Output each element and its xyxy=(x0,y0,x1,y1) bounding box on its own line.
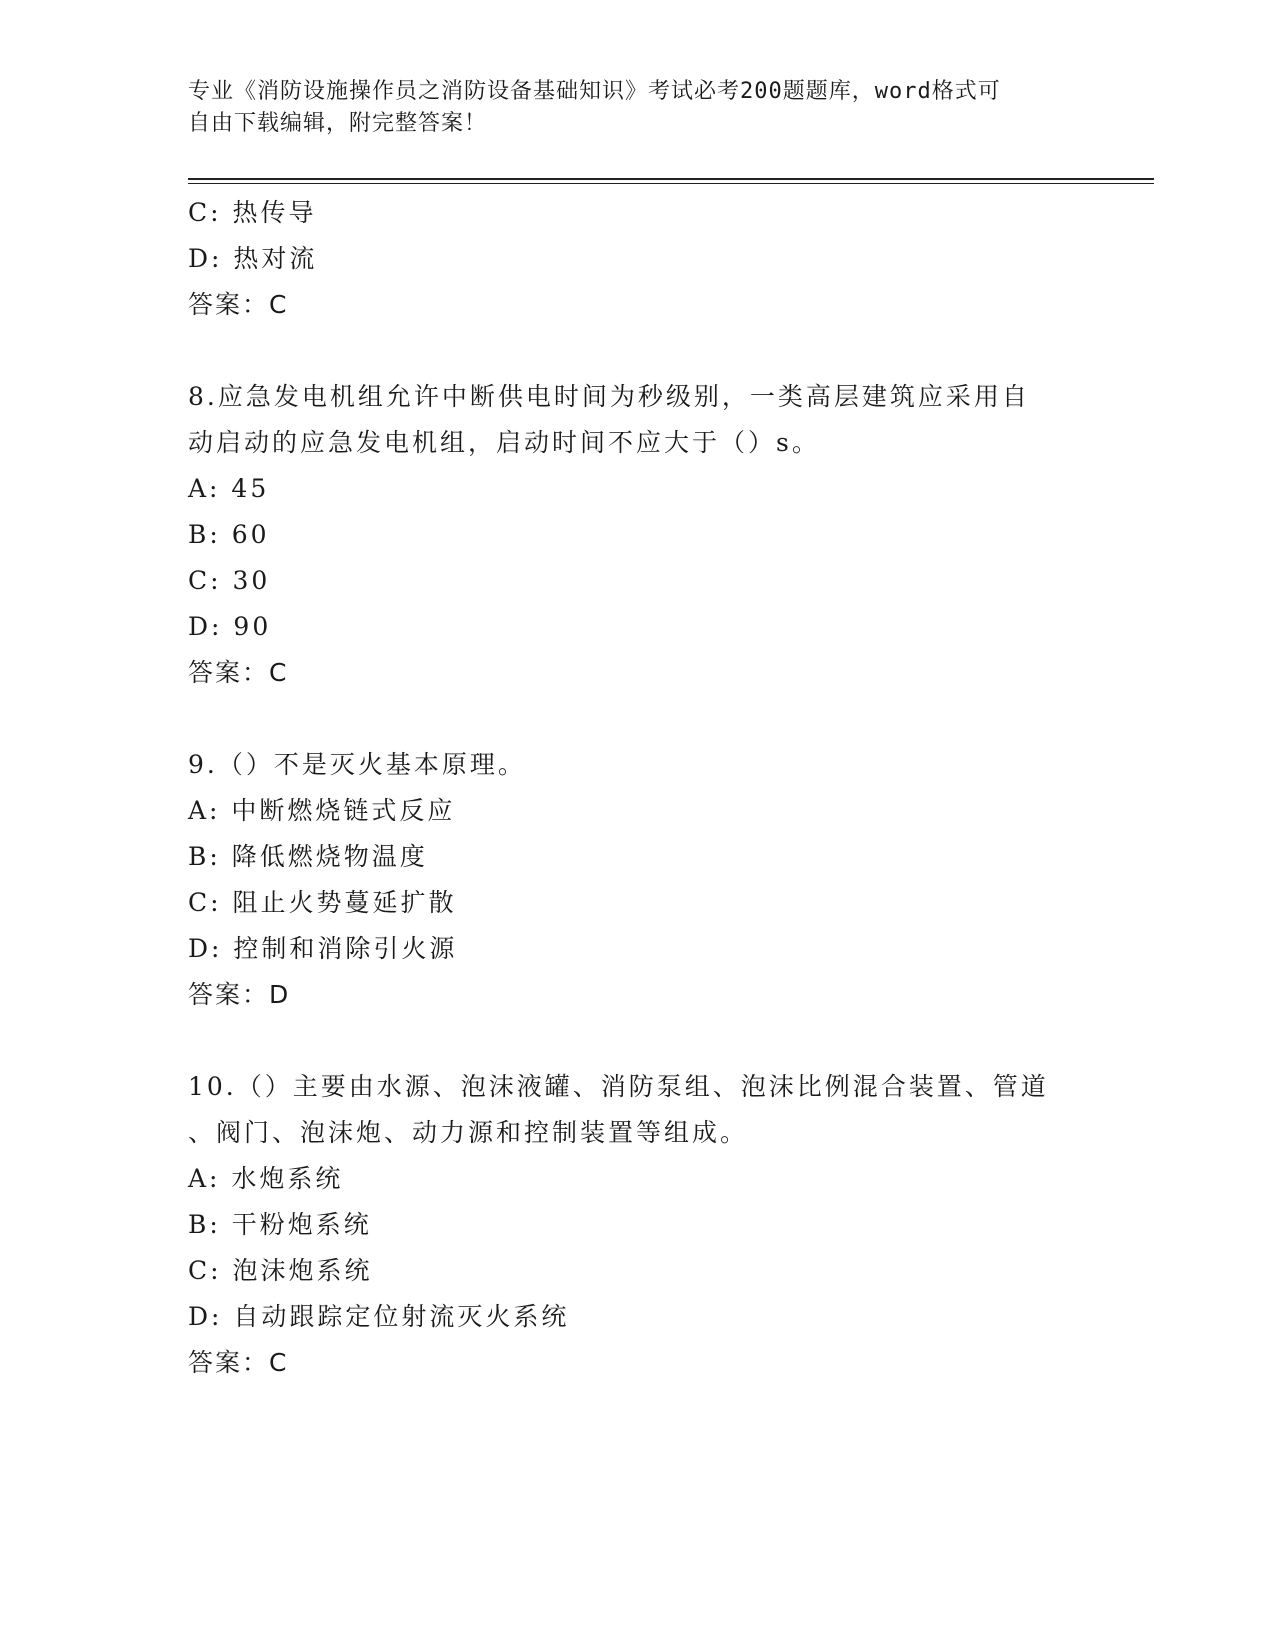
question-text-line-2: 、阀门、泡沫炮、动力源和控制装置等组成。 xyxy=(188,1118,749,1147)
question-9 xyxy=(188,742,1088,1018)
option-a: A: 中断燃烧链式反应 xyxy=(188,796,456,825)
header-line-2: 自由下载编辑，附完整答案！ xyxy=(188,111,488,136)
spacer xyxy=(188,696,1088,742)
option-d: D: 热对流 xyxy=(188,244,318,273)
option-d: D: 自动跟踪定位射流灭火系统 xyxy=(188,1302,570,1331)
question-10 xyxy=(188,1064,1088,1386)
option-d: D: 控制和消除引火源 xyxy=(188,934,458,963)
answer-line: 答案：C xyxy=(188,1348,289,1377)
header-divider-thick xyxy=(188,178,1154,180)
document-header xyxy=(188,76,1068,140)
question-list xyxy=(188,190,1088,1386)
question-8 xyxy=(188,374,1088,696)
option-b: B: 干粉炮系统 xyxy=(188,1210,372,1239)
option-c: C: 30 xyxy=(188,566,271,595)
spacer xyxy=(188,328,1088,374)
option-d: D: 90 xyxy=(188,612,272,641)
header-line-1: 专业《消防设施操作员之消防设备基础知识》考试必考200题题库，word格式可 xyxy=(188,79,1001,104)
answer-line: 答案：C xyxy=(188,658,289,687)
answer-line: 答案：D xyxy=(188,980,291,1009)
question-text-line-1: 8.应急发电机组允许中断供电时间为秒级别，一类高层建筑应采用自 xyxy=(188,382,1030,411)
option-c: C: 热传导 xyxy=(188,198,317,227)
answer-line: 答案：C xyxy=(188,290,289,319)
option-b: B: 降低燃烧物温度 xyxy=(188,842,428,871)
option-a: A: 45 xyxy=(188,474,270,503)
option-c: C: 阻止火势蔓延扩散 xyxy=(188,888,457,917)
question-text-line-1: 10.（）主要由水源、泡沫液罐、消防泵组、泡沫比例混合装置、管道 xyxy=(188,1072,1049,1101)
question-text-line-2: 动启动的应急发电机组，启动时间不应大于（）s。 xyxy=(188,428,820,457)
question-text-line-1: 9.（）不是灭火基本原理。 xyxy=(188,750,526,779)
option-c: C: 泡沫炮系统 xyxy=(188,1256,373,1285)
option-b: B: 60 xyxy=(188,520,270,549)
spacer xyxy=(188,1018,1088,1064)
header-divider-thin xyxy=(188,183,1154,184)
option-a: A: 水炮系统 xyxy=(188,1164,344,1193)
question-7-continuation xyxy=(188,190,1088,328)
